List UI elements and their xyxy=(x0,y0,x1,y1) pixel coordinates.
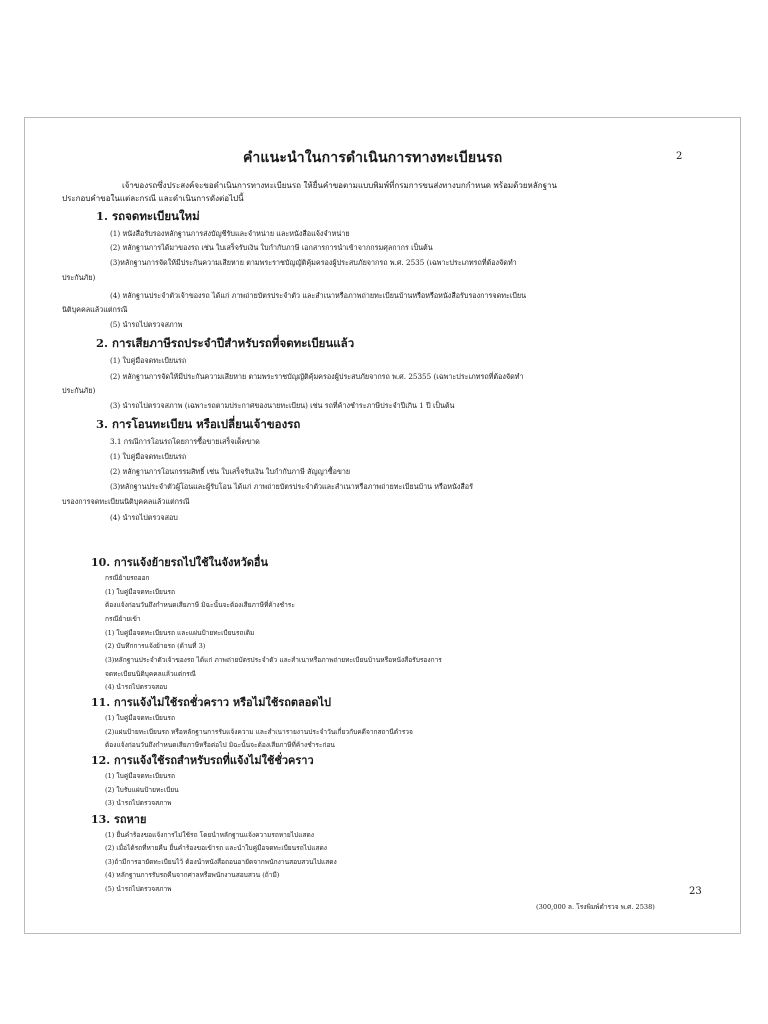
list-item: (1) ใบคู่มือจดทะเบียนรถ xyxy=(105,772,175,780)
list-item: (4) นำรถไปตรวจสอบ xyxy=(110,513,178,522)
list-item: (4) หลักฐานการรับรถคืนจากศาลหรือพนักงานสอบสวน (ถ้ามี) xyxy=(105,871,280,879)
list-item: (1) ยื่นคำร้องขอแจ้งการไม่ใช้รถ โดยนำหลักฐานแจ้งความรถหายไปแสดง xyxy=(105,831,315,839)
list-item: (2) บันทึกการแจ้งย้ายรถ (ด้านที่ 3) xyxy=(105,642,206,650)
section-heading-13: 13. รถหาย xyxy=(91,813,147,826)
section-heading-12: 12. การแจ้งใช้รถสำหรับรถที่แจ้งไม่ใช้ชั่วคราว xyxy=(91,754,314,767)
list-item: ต้องแจ้งก่อนวันถึงกำหนดเสียภาษี มิฉะนั้นจะต้องเสียภาษีที่ค้างชำระ xyxy=(105,601,295,609)
list-item: (5) นำรถไปตรวจสภาพ xyxy=(105,885,172,893)
list-item: นิติบุคคลแล้วแต่กรณี xyxy=(62,305,128,314)
list-item: (2) หลักฐานการจัดให้มีประกันความเสียหาย ตามพระราชบัญญัติคุ้มครองผู้ประสบภัยจากรถ พ.ศ. 25355 (เฉพาะประเภทรถที่ต้องจัดทำ xyxy=(110,372,524,381)
list-item: (2)แผ่นป้ายทะเบียนรถ หรือหลักฐานการรับแจ้งความ และสำเนารายงานประจำวันเกี่ยวกับคดีจากสถานีตำรวจ xyxy=(105,728,413,736)
list-item: (3) นำรถไปตรวจสภาพ xyxy=(105,799,172,807)
footer-note: (300,000 ล. โรงพิมพ์ตำรวจ พ.ศ. 2538) xyxy=(536,903,655,911)
list-item: (1) หนังสือรับรองหลักฐานการส่งบัญชีรับและจำหน่าย และหนังสือแจ้งจำหน่าย xyxy=(110,229,350,238)
section-heading-1: 1. รถจดทะเบียนใหม่ xyxy=(96,209,200,223)
list-item: (4) หลักฐานประจำตัวเจ้าของรถ ได้แก่ ภาพถ่ายบัตรประจำตัว และสำเนาหรือภาพถ่ายทะเบียนบ้านหรือหรือหนังสือรับรองการจดทะเบียน xyxy=(110,291,527,300)
list-item: กรณีย้ายเข้า xyxy=(105,615,141,623)
intro-line: ประกอบคำขอในแต่ละกรณี และดำเนินการดังต่อไปนี้ xyxy=(62,194,244,203)
list-item: (3)ถ้ามีการอายัดทะเบียนไว้ ต้องนำหนังสือถอนอายัดจากพนักงานสอบสวนไปแสดง xyxy=(105,858,337,866)
list-item: (1) ใบคู่มือจดทะเบียนรถ xyxy=(105,588,175,596)
list-item: (1) ใบคู่มือจดทะเบียนรถ และแผ่นป้ายทะเบียนรถเดิม xyxy=(105,629,255,637)
list-item: 3.1 กรณีการโอนรถโดยการซื้อขายเสร็จเด็ดขาด xyxy=(110,437,260,446)
list-item: (1) ใบคู่มือจดทะเบียนรถ xyxy=(105,714,175,722)
list-item: ประกันภัย) xyxy=(62,273,96,282)
list-item: (2) หลักฐานการได้มาของรถ เช่น ใบเสร็จรับเงิน ใบกำกับภาษี เอกสารการนำเข้าจากกรมศุลกากร เป็นต้น xyxy=(110,243,433,252)
list-item: บรองการจดทะเบียนนิติบุคคลแล้วแต่กรณี xyxy=(62,497,190,506)
list-item: (2) ใบรับแผ่นป้ายทะเบียน xyxy=(105,786,179,794)
page-number-top: 2 xyxy=(676,151,683,162)
list-item: (3)หลักฐานประจำตัวเจ้าของรถ ได้แก่ ภาพถ่ายบัตรประจำตัว และสำเนาหรือภาพถ่ายทะเบียนบ้านหรือหนังสือรับรองการ xyxy=(105,656,442,664)
list-item: (2) หลักฐานการโอนกรรมสิทธิ์ เช่น ใบเสร็จรับเงิน ใบกำกับภาษี สัญญาซื้อขาย xyxy=(110,467,351,476)
list-item: (3) นำรถไปตรวจสภาพ (เฉพาะรถตามประกาศของนายทะเบียน) เช่น รถที่ค้างชำระภาษีประจำปีเกิน 1 ปี เป็นต้น xyxy=(110,401,455,410)
page-title: คำแนะนำในการดำเนินการทางทะเบียนรถ xyxy=(243,150,503,166)
list-item: จดทะเบียนนิติบุคคลแล้วแต่กรณี xyxy=(105,670,196,678)
list-item: (1) ใบคู่มือจดทะเบียนรถ xyxy=(110,452,187,461)
list-item: ต้องแจ้งก่อนวันถึงกำหนดเสียภาษีหรือต่อไป มิฉะนั้นจะต้องเสียภาษีที่ค้างชำระก่อน xyxy=(105,741,335,749)
list-item: กรณีย้ายรถออก xyxy=(105,574,150,582)
list-item: ประกันภัย) xyxy=(62,386,96,395)
list-item: (2) เมื่อได้รถที่หายคืน ยื่นคำร้องขอเข้ารถ และนำใบคู่มือจดทะเบียนรถไปแสดง xyxy=(105,844,327,852)
section-heading-3: 3. การโอนทะเบียน หรือเปลี่ยนเจ้าของรถ xyxy=(96,417,301,431)
list-item: (3)หลักฐานประจำตัวผู้โอนและผู้รับโอน ได้แก่ ภาพถ่ายบัตรประจำตัวและสำเนาหรือภาพถ่ายทะเบียนบ้าน หรือหนังสือรั xyxy=(110,482,473,491)
document-page xyxy=(24,117,741,934)
section-heading-11: 11. การแจ้งไม่ใช้รถชั่วคราว หรือไม่ใช้รถตลอดไป xyxy=(91,696,332,709)
page-number-bottom: 23 xyxy=(689,886,702,897)
section-heading-2: 2. การเสียภาษีรถประจำปีสำหรับรถที่จดทะเบียนแล้ว xyxy=(96,336,355,350)
intro-line: เจ้าของรถซึ่งประสงค์จะขอดำเนินการทางทะเบียนรถ ให้ยื่นคำขอตามแบบพิมพ์ที่กรมการขนส่งทางบกกำหนด พร้อมด้วยหลักฐาน xyxy=(122,181,557,190)
list-item: (3)หลักฐานการจัดให้มีประกันความเสียหาย ตามพระราชบัญญัติคุ้มครองผู้ประสบภัยจากรถ พ.ศ. 2535 (เฉพาะประเภทรถที่ต้องจัดทำ xyxy=(110,258,517,267)
list-item: (5) นำรถไปตรวจสภาพ xyxy=(110,320,183,329)
section-heading-10: 10. การแจ้งย้ายรถไปใช้ในจังหวัดอื่น xyxy=(91,556,269,569)
list-item: (1) ใบคู่มือจดทะเบียนรถ xyxy=(110,356,187,365)
list-item: (4) นำรถไปตรวจสอบ xyxy=(105,683,168,691)
